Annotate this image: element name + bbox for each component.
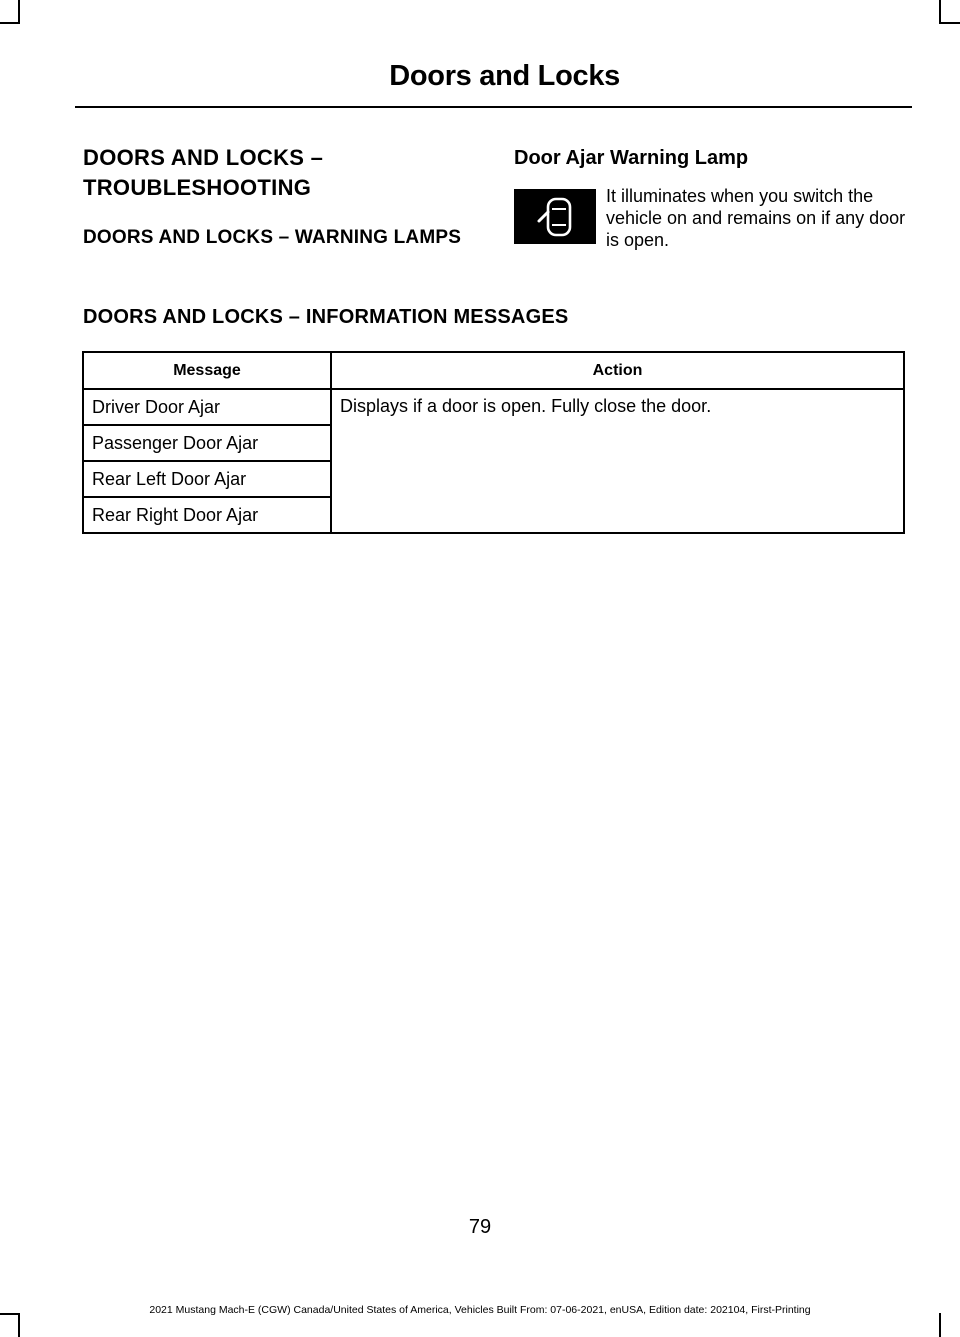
section-title-line1: DOORS AND LOCKS – [83, 145, 324, 170]
header-divider [75, 106, 912, 108]
column-header-message: Message [83, 352, 331, 389]
section-title-line2: TROUBLESHOOTING [83, 175, 312, 200]
crop-mark [939, 0, 941, 24]
door-ajar-lamp-description: It illuminates when you switch the vehicle on and remains on if any door is open. [606, 186, 906, 250]
information-messages-heading: DOORS AND LOCKS – INFORMATION MESSAGES [83, 306, 569, 328]
crop-mark [939, 1313, 941, 1337]
door-ajar-lamp-heading: Door Ajar Warning Lamp [514, 147, 749, 169]
crop-mark [18, 0, 20, 24]
message-cell: Passenger Door Ajar [83, 425, 331, 461]
message-cell: Rear Right Door Ajar [83, 497, 331, 533]
message-cell: Rear Left Door Ajar [83, 461, 331, 497]
information-messages-table [82, 351, 905, 534]
right-column [514, 145, 914, 250]
crop-mark [0, 22, 20, 24]
action-cell: Displays if a door is open. Fully close the door. [331, 389, 904, 533]
warning-lamps-heading: DOORS AND LOCKS – WARNING LAMPS [83, 227, 462, 248]
footer-edition-info: 2021 Mustang Mach-E (CGW) Canada/United States of America, Vehicles Built From: 07-06-2021, enUSA, Edition date: 202104, First-Printing [149, 1304, 811, 1316]
column-header-action: Action [331, 352, 904, 389]
page-header-title: Doors and Locks [389, 60, 620, 92]
table-header-row [83, 352, 904, 389]
table-row [83, 389, 904, 425]
message-cell: Driver Door Ajar [83, 389, 331, 425]
crop-mark [939, 22, 960, 24]
left-column [83, 143, 483, 249]
crop-mark [18, 1313, 20, 1337]
page-number: 79 [468, 1216, 492, 1238]
door-ajar-icon [514, 189, 596, 244]
